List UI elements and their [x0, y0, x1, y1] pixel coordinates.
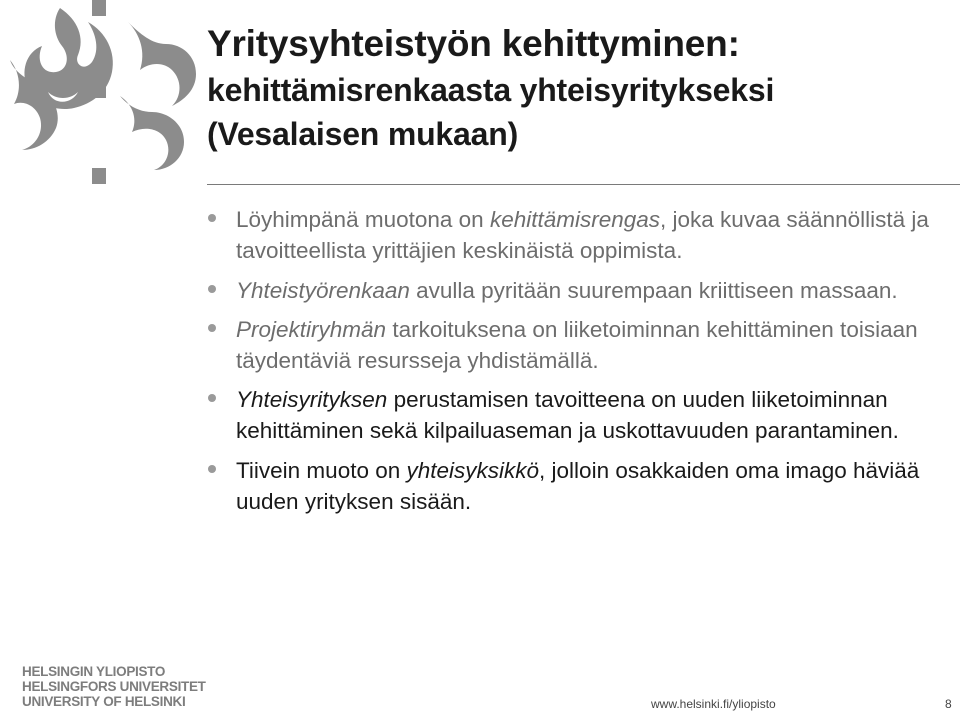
slide-title — [207, 20, 947, 156]
bullet-item-yhteisyksikko — [205, 455, 945, 517]
bullet-text: Yhteisyrityksen perustamisen tavoitteena on uuden liiketoiminnan kehittäminen sekä kilpailuaseman ja uskottavuuden parantaminen. — [236, 387, 899, 443]
title-line-3: (Vesalaisen mukaan) — [207, 116, 519, 152]
bullet-text: Tiivein muoto on yhteisyksikkö, jolloin osakkaiden oma imago häviää uuden yrityksen sisään. — [236, 458, 920, 514]
university-name-sv: HELSINGFORS UNIVERSITET — [22, 679, 206, 694]
bullet-text: Yhteistyörenkaan avulla pyritään suurempaan kriittiseen massaan. — [236, 278, 898, 303]
bullet-dot-icon — [208, 285, 216, 293]
bullet-dot-icon — [208, 324, 216, 332]
bullet-dot-icon — [208, 465, 216, 473]
university-name-fi: HELSINGIN YLIOPISTO — [22, 664, 166, 679]
title-line-1: Yritysyhteistyön kehittyminen: — [207, 23, 740, 64]
footer-url: www.helsinki.fi/yliopisto — [651, 697, 776, 711]
university-wordmark — [22, 664, 206, 709]
bullet-text: Löyhimpänä muotona on kehittämisrengas, joka kuvaa säännöllistä ja tavoitteellista yrittäjien keskinäistä oppimista. — [236, 207, 929, 263]
university-flame-logo-icon — [0, 0, 200, 190]
bullet-item-projektiryhma — [205, 314, 945, 376]
bullet-item-kehittamisrengas — [205, 204, 945, 266]
title-divider — [207, 184, 960, 185]
page-number: 8 — [945, 697, 952, 711]
bullet-item-yhteistyorengas — [205, 275, 945, 306]
bullet-list — [205, 200, 945, 517]
bullet-item-yhteisyritys — [205, 384, 945, 446]
bullet-dot-icon — [208, 394, 216, 402]
bullet-text: Projektiryhmän tarkoituksena on liiketoiminnan kehittäminen toisiaan täydentäviä resursseja yhdistämällä. — [236, 317, 918, 373]
title-line-2: kehittämisrenkaasta yhteisyritykseksi — [207, 72, 775, 108]
bullet-dot-icon — [208, 214, 216, 222]
university-name-en: UNIVERSITY OF HELSINKI — [22, 694, 186, 709]
